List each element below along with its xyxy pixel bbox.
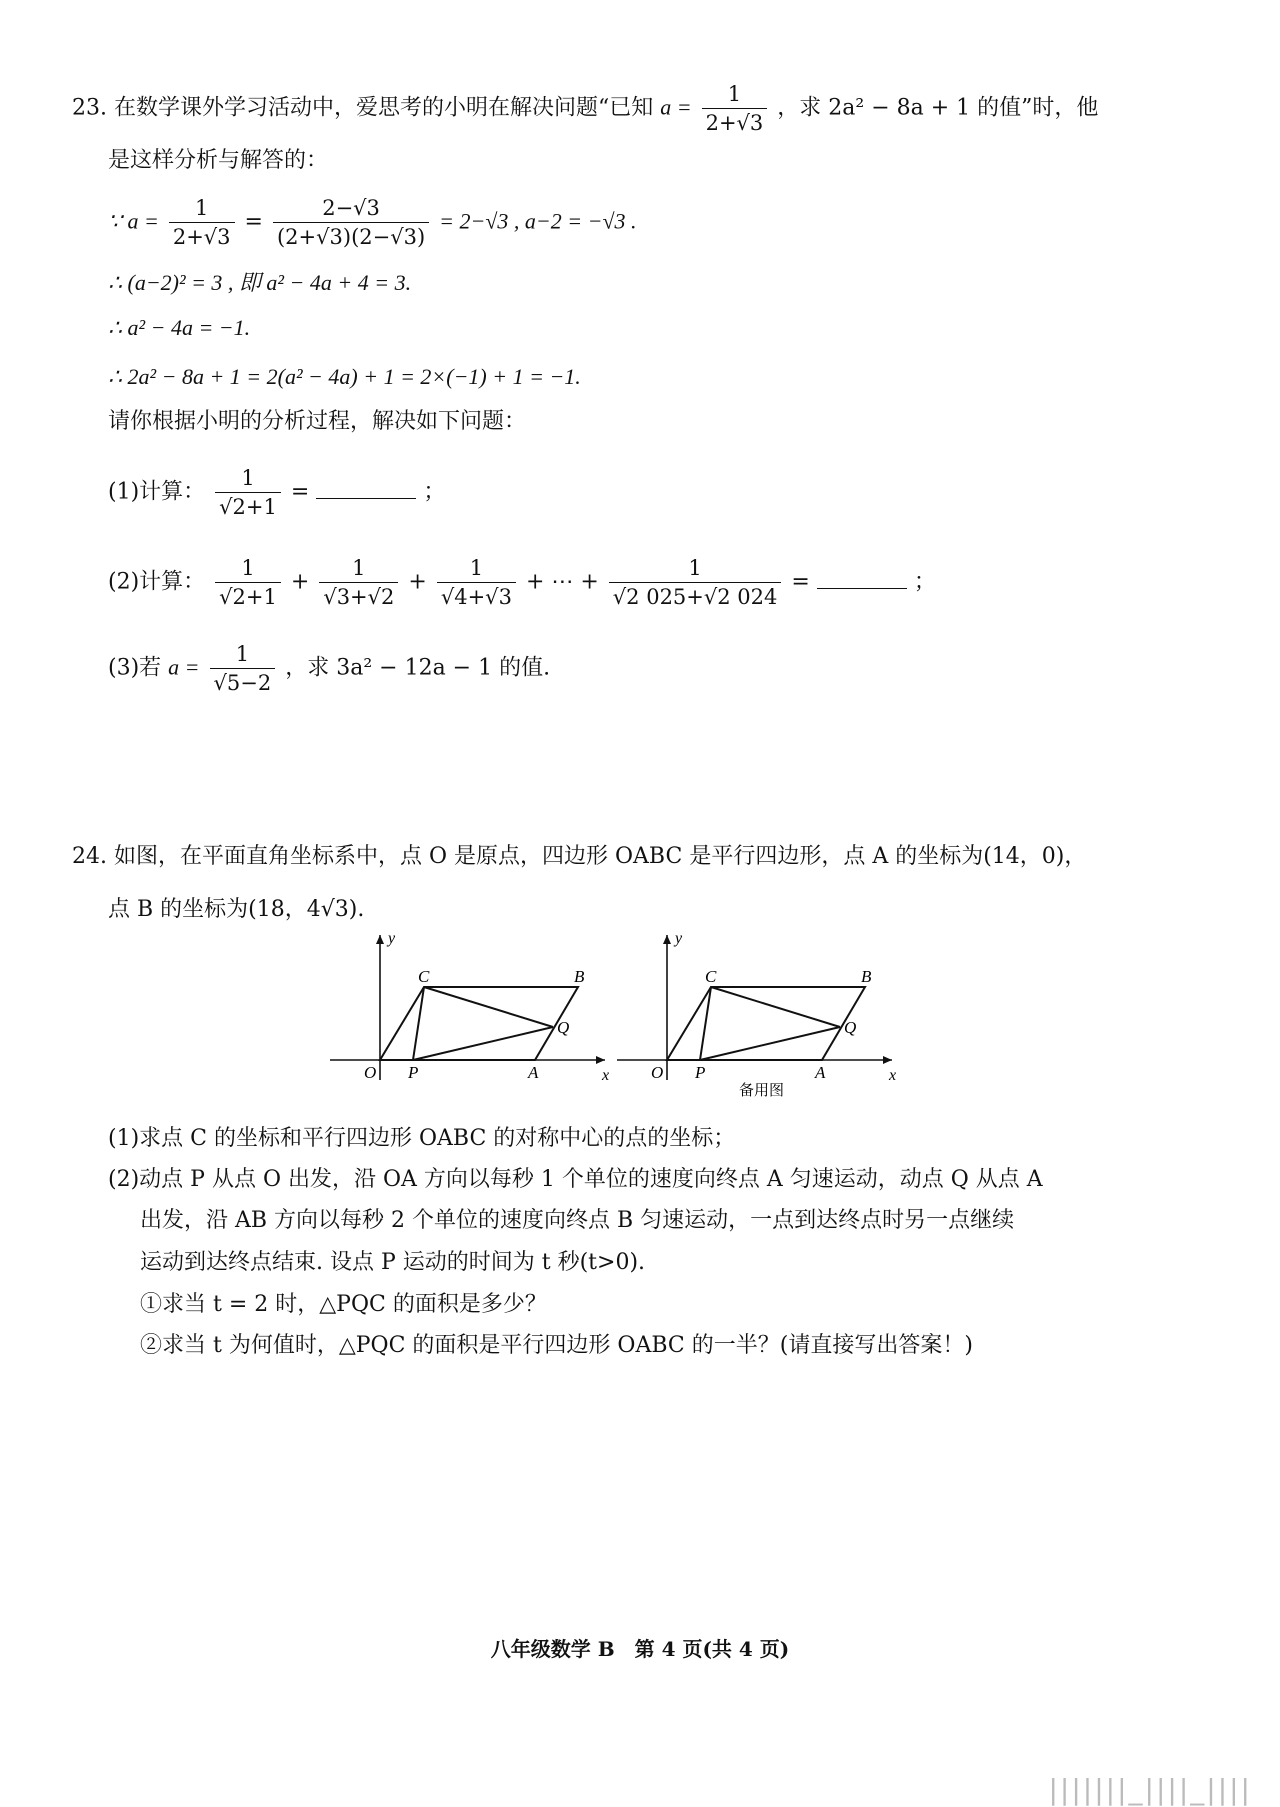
q23-part1-numerator: 1 — [241, 466, 255, 490]
q23-part1-fraction — [215, 466, 281, 519]
q23-part2-equals: = — [791, 569, 810, 595]
q23-part1-end: ； — [423, 479, 446, 505]
q23-part3-denominator: √5−2 — [210, 668, 276, 695]
q23-step1-f2-numerator: 2−√3 — [322, 196, 380, 220]
watermark-logo: |||||||_||||_|||| — [1048, 1773, 1252, 1806]
q24-figure-spare-svg — [617, 930, 912, 1100]
q23-intro-line — [72, 82, 1098, 135]
label-q: Q — [557, 1018, 570, 1037]
segment-pq — [700, 1027, 840, 1060]
q23-part-1 — [108, 466, 445, 519]
q23-step-3: ∴ a² − 4a = −1. — [108, 315, 251, 340]
q24-part-2-line-1: (2)动点 P 从点 O 出发，沿 OA 方向以每秒 1 个单位的速度向终点 A 匀速运动，动点 Q 从点 A — [108, 1167, 1043, 1192]
q23-part2-t2-denominator: √3+√2 — [319, 582, 398, 609]
q23-step1-f1-denominator: 2+√3 — [169, 222, 235, 249]
q23-part2-term-2 — [319, 556, 398, 609]
q23-part2-t3-denominator: √4+√3 — [437, 582, 516, 609]
q24-part-2-line-2: 出发，沿 AB 方向以每秒 2 个单位的速度向终点 B 匀速运动，一点到达终点时另一点继续 — [140, 1208, 1015, 1233]
label-q: Q — [844, 1018, 857, 1037]
q23-a-equals: a = — [660, 94, 692, 120]
label-a: A — [528, 1063, 539, 1082]
label-p: P — [408, 1063, 419, 1082]
q24-figure-main-svg — [330, 930, 620, 1085]
q23-step-1 — [108, 196, 637, 249]
q23-given-numerator: 1 — [727, 82, 742, 106]
q23-part2-answer-blank[interactable] — [817, 570, 907, 589]
q23-step-4: ∴ 2a² − 8a + 1 = 2(a² − 4a) + 1 = 2×(−1) + 1 = −1. — [108, 364, 581, 389]
q23-part2-dots: + ⋯ + — [525, 569, 599, 595]
label-x: x — [602, 1067, 610, 1084]
q23-part2-plus-1: + — [290, 569, 310, 595]
q23-part1-denominator: √2+1 — [215, 492, 281, 519]
q23-part2-term-1 — [215, 556, 281, 609]
q23-step1-f1-numerator: 1 — [195, 196, 209, 220]
page-footer: 八年级数学 B 第 4 页(共 4 页) — [490, 1637, 790, 1661]
label-b: B — [574, 967, 585, 986]
q23-part3-tail: ，求 3a² − 12a − 1 的值. — [285, 655, 551, 681]
q23-given-fraction — [702, 82, 768, 135]
segment-cq — [424, 987, 553, 1027]
q23-part2-t4-numerator: 1 — [688, 556, 702, 580]
q23-part2-t2-numerator: 1 — [352, 556, 366, 580]
q23-step1-fraction-2 — [273, 196, 429, 249]
q23-intro-text-1: 23. 在数学课外学习活动中，爱思考的小明在解决问题“已知 — [72, 95, 654, 121]
q24-sub-question-2: ②求当 t 为何值时，△PQC 的面积是平行四边形 OABC 的一半？(请直接写出答案！) — [140, 1333, 973, 1358]
q23-part-3 — [108, 642, 550, 695]
q23-part2-term-last — [609, 556, 782, 609]
x-axis-arrow-icon — [883, 1056, 892, 1064]
q23-part2-label: (2)计算： — [108, 569, 206, 595]
parallelogram-oabc — [380, 987, 578, 1060]
q23-step1-equals: = — [244, 209, 263, 235]
q23-prompt: 请你根据小明的分析过程，解决如下问题： — [108, 409, 527, 434]
label-o: O — [364, 1063, 377, 1082]
q24-part-1: (1)求点 C 的坐标和平行四边形 OABC 的对称中心的点的坐标； — [108, 1126, 736, 1151]
q23-part2-term-3 — [437, 556, 516, 609]
label-p: P — [695, 1063, 706, 1082]
q23-step-2: ∴ (a−2)² = 3 , 即 a² − 4a + 4 = 3. — [108, 270, 412, 295]
q23-part2-end: ； — [913, 569, 936, 595]
label-b: B — [861, 967, 872, 986]
q23-part2-t3-numerator: 1 — [469, 556, 484, 580]
q24-figure-main — [330, 930, 620, 1089]
q23-step1-f2-denominator: (2+√3)(2−√3) — [273, 222, 429, 249]
label-y: y — [388, 930, 396, 947]
x-axis-arrow-icon — [596, 1056, 605, 1064]
segment-pq — [413, 1027, 553, 1060]
q23-part2-plus-2: + — [408, 569, 427, 595]
q23-given-denominator: 2+√3 — [702, 108, 768, 135]
q23-part2-t4-denominator: √2 025+√2 024 — [609, 582, 782, 609]
y-axis-arrow-icon — [376, 935, 384, 944]
q24-intro-line-1: 24. 如图，在平面直角坐标系中，点 O 是原点，四边形 OABC 是平行四边形，点 A 的坐标为(14，0)， — [72, 844, 1087, 869]
q23-intro-text-2: ，求 2a² − 8a + 1 的值”时，他 — [777, 95, 1099, 121]
q24-intro-line-2: 点 B 的坐标为(18，4√3). — [108, 897, 365, 922]
q24-part-2-line-3: 运动到达终点结束. 设点 P 运动的时间为 t 秒(t>0). — [140, 1250, 646, 1275]
q24-sub-question-1: ①求当 t = 2 时，△PQC 的面积是多少？ — [140, 1292, 547, 1317]
q23-part2-t1-denominator: √2+1 — [215, 582, 281, 609]
q23-part3-label: (3)若 — [108, 655, 162, 681]
q23-step1-fraction-1 — [169, 196, 235, 249]
q23-part3-fraction — [210, 642, 276, 695]
parallelogram-oabc — [667, 987, 865, 1060]
q23-intro-line-2: 是这样分析与解答的： — [108, 148, 329, 173]
q23-part2-t1-numerator: 1 — [241, 556, 255, 580]
segment-cq — [711, 987, 840, 1027]
q23-part3-a-equals: a = — [168, 654, 200, 680]
q23-part1-label: (1)计算： — [108, 479, 206, 505]
figure-caption: 备用图 — [739, 1081, 785, 1099]
label-a: A — [815, 1063, 826, 1082]
label-y: y — [675, 930, 683, 947]
q24-figure-spare — [617, 930, 912, 1104]
q23-step1-result: = 2−√3 , a−2 = −√3 . — [439, 208, 637, 234]
q23-part1-equals: = — [290, 479, 310, 505]
label-c: C — [705, 967, 717, 986]
label-c: C — [418, 967, 430, 986]
q23-part1-answer-blank[interactable] — [316, 480, 416, 499]
label-o: O — [651, 1063, 664, 1082]
label-x: x — [889, 1067, 897, 1084]
y-axis-arrow-icon — [663, 935, 671, 944]
q23-part3-numerator: 1 — [235, 642, 250, 666]
q23-step1-lead: ∵ a = — [108, 208, 159, 234]
q23-part-2 — [108, 556, 936, 609]
